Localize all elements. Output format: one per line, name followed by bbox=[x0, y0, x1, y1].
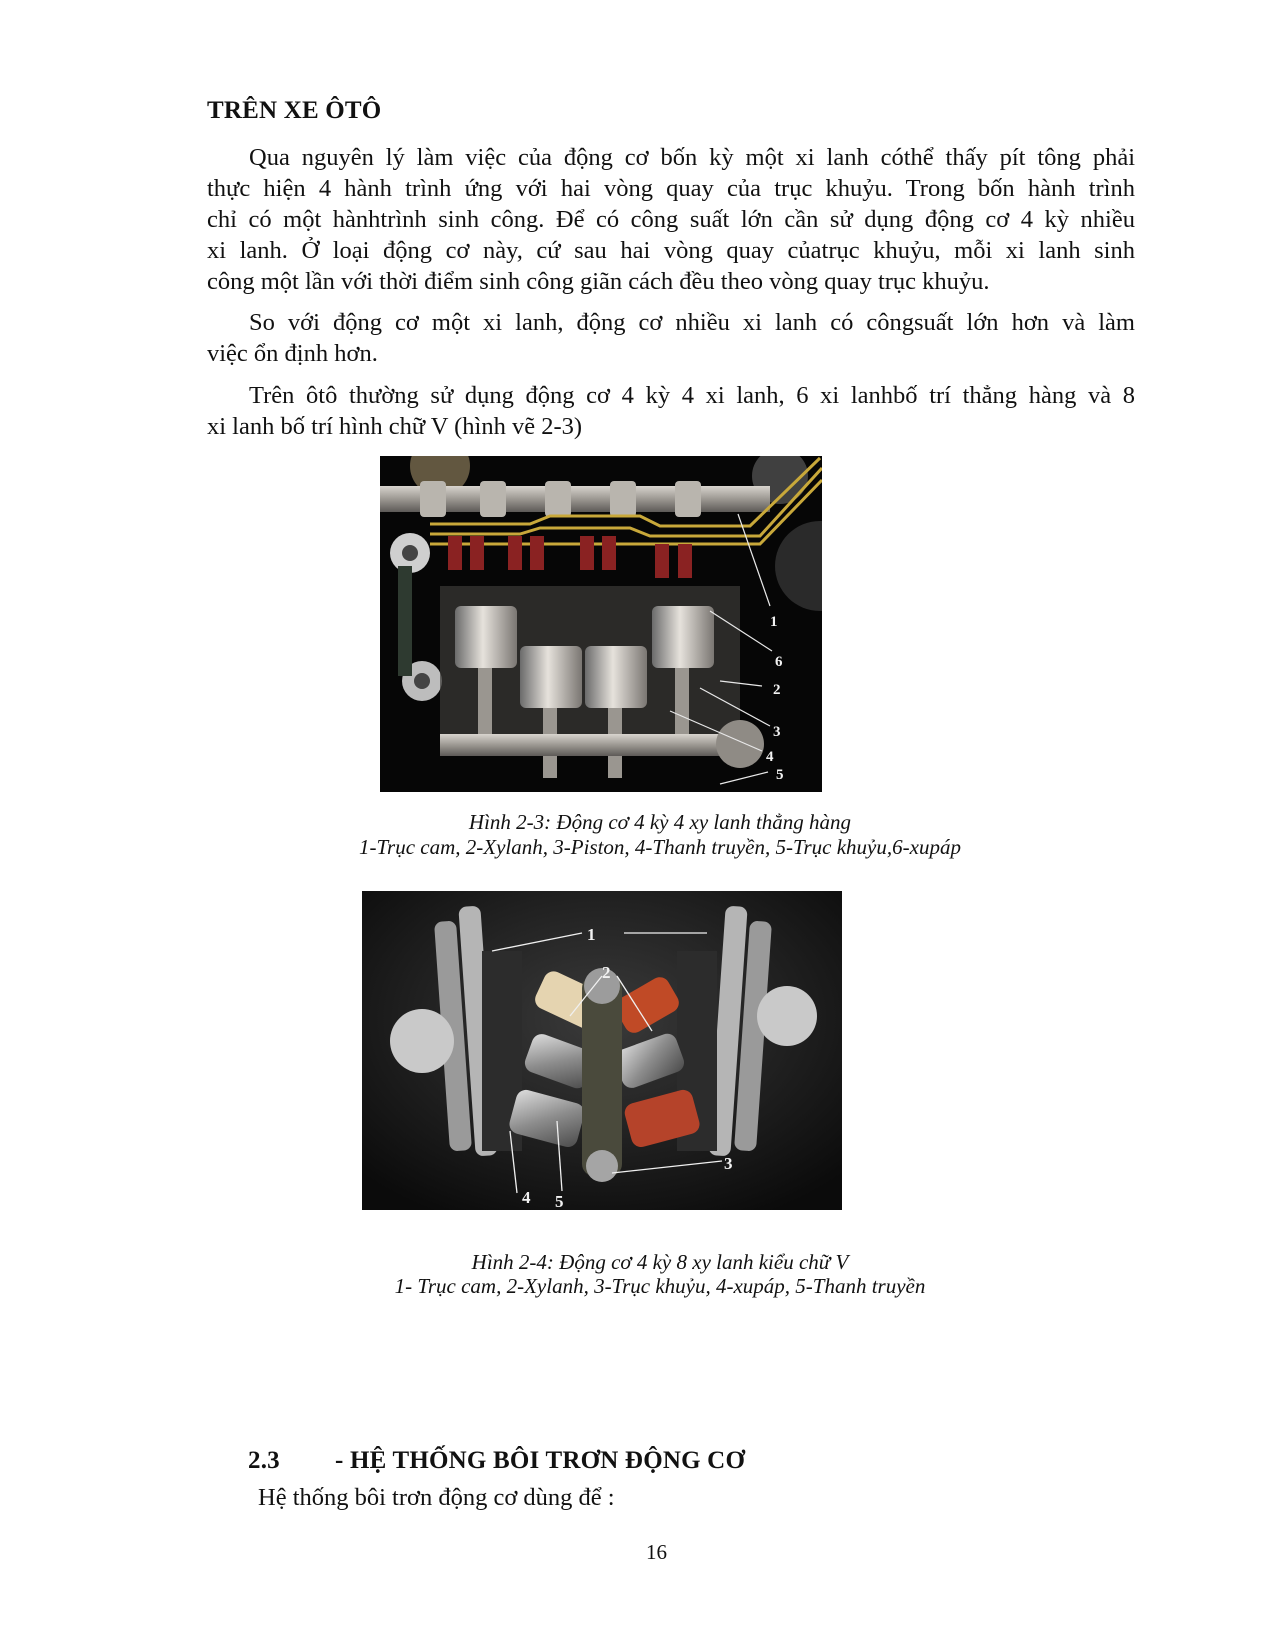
paragraph-line: thực hiện 4 hành trình ứng với hai vòng quay của trục khuỷu. Trong bốn hành trình bbox=[207, 175, 1135, 202]
figure1-caption-title: Hình 2-3: Động cơ 4 kỳ 4 xy lanh thẳng hàng bbox=[468, 810, 852, 834]
figure1-label: 3 bbox=[773, 724, 781, 740]
inline-engine-illustration bbox=[380, 456, 822, 792]
page-number: 16 bbox=[646, 1540, 667, 1564]
paragraph-line: chỉ có một hànhtrình sinh công. Để có công suất lớn cần sử dụng động cơ 4 kỳ nhiều bbox=[207, 206, 1135, 233]
paragraph-line: xi lanh. Ở loại động cơ này, cứ sau hai vòng quay củatrục khuỷu, mỗi xi lanh sinh bbox=[207, 237, 1135, 264]
figure2-caption-legend: 1- Trục cam, 2-Xylanh, 3-Trục khuỷu, 4-xupáp, 5-Thanh truyền bbox=[394, 1274, 926, 1298]
paragraph-line: xi lanh bố trí hình chữ V (hình vẽ 2-3) bbox=[207, 413, 583, 440]
figure2-caption-title: Hình 2-4: Động cơ 4 kỳ 8 xy lanh kiểu chữ V bbox=[471, 1250, 849, 1274]
figure1-label: 2 bbox=[773, 682, 781, 698]
figure2-label: 5 bbox=[555, 1192, 564, 1210]
figure1-label: 5 bbox=[776, 767, 784, 783]
figure1-label: 4 bbox=[766, 749, 774, 765]
paragraph-line: Trên ôtô thường sử dụng động cơ 4 kỳ 4 xi lanh, 6 xi lanhbố trí thẳng hàng và 8 bbox=[249, 382, 1135, 409]
figure2-label: 2 bbox=[602, 963, 611, 982]
figure2-label: 1 bbox=[587, 925, 596, 944]
section-intro: Hệ thống bôi trơn động cơ dùng để : bbox=[258, 1484, 615, 1511]
paragraph-line: công một lần với thời điểm sinh công giãn cách đều theo vòng quay trục khuỷu. bbox=[207, 268, 990, 295]
paragraph-line: Qua nguyên lý làm việc của động cơ bốn kỳ một xi lanh cóthể thấy pít tông phải bbox=[249, 144, 1135, 171]
paragraph-2 bbox=[207, 307, 1135, 369]
figure-inline-engine bbox=[380, 456, 822, 792]
paragraph-line: việc ổn định hơn. bbox=[207, 340, 378, 367]
paragraph-3 bbox=[207, 380, 1135, 442]
section-title: - HỆ THỐNG BÔI TRƠN ĐỘNG CƠ bbox=[335, 1447, 746, 1474]
figure2-label: 3 bbox=[724, 1154, 733, 1173]
figure-v8-engine bbox=[362, 891, 842, 1210]
paragraph-1 bbox=[207, 142, 1135, 297]
figure2-label: 4 bbox=[522, 1188, 531, 1207]
paragraph-line: So với động cơ một xi lanh, động cơ nhiều xi lanh có côngsuất lớn hơn và làm bbox=[249, 309, 1135, 336]
figure1-caption-legend: 1-Trục cam, 2-Xylanh, 3-Piston, 4-Thanh truyền, 5-Trục khuỷu,6-xupáp bbox=[359, 835, 961, 859]
figure1-label: 6 bbox=[775, 654, 783, 670]
figure1-label: 1 bbox=[770, 614, 778, 630]
section-number: 2.3 bbox=[248, 1447, 280, 1474]
section-heading: TRÊN XE ÔTÔ bbox=[207, 97, 382, 124]
v8-engine-illustration bbox=[362, 891, 842, 1210]
